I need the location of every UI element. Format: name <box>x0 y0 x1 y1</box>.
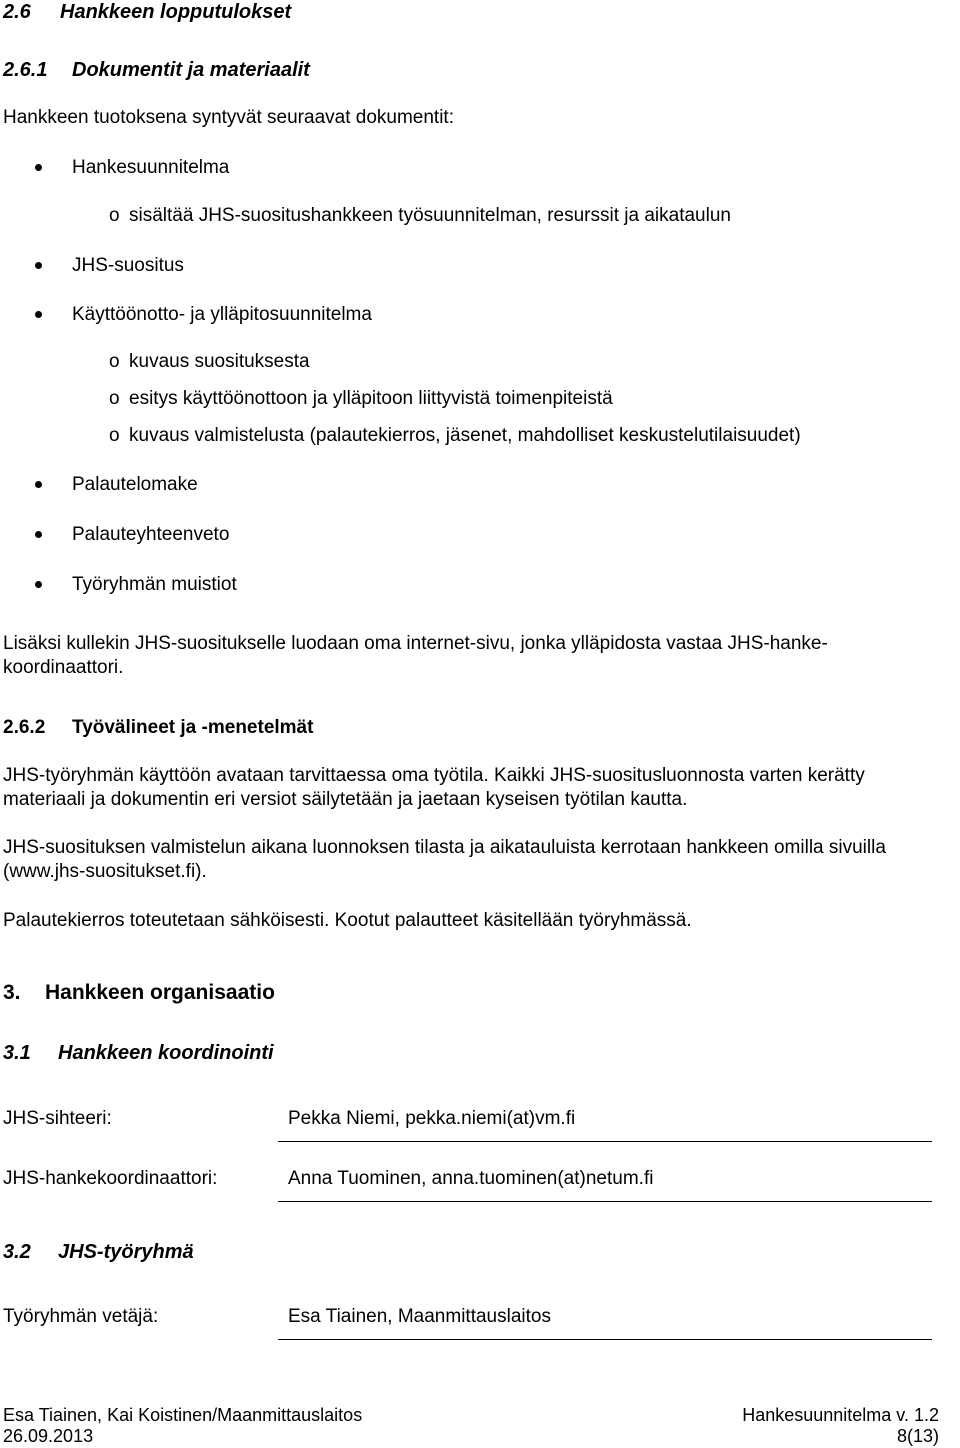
bullet-icon <box>35 311 42 318</box>
bullet-icon <box>35 262 42 269</box>
section-title: Hankkeen organisaatio <box>45 981 275 1004</box>
section-number: 3.2 <box>3 1241 31 1263</box>
role-label: JHS-hankekoordinaattori: <box>3 1168 218 1189</box>
list-item: JHS-suositus <box>72 255 184 276</box>
row-divider <box>278 1201 932 1202</box>
intro-text: Hankkeen tuotoksena syntyvät seuraavat dokumentit: <box>3 107 454 128</box>
section-2-6-2-heading <box>3 716 313 740</box>
sub-list-item: o kuvaus suosituksesta <box>109 351 310 372</box>
row-divider <box>278 1339 932 1340</box>
paragraph-internet: Lisäksi kullekin JHS-suositukselle luodaan oma internet-sivu, jonka ylläpidosta vastaa JHS-hanke-koordinaattori. <box>3 633 828 678</box>
list-item: Käyttöönotto- ja ylläpitosuunnitelma <box>72 304 372 325</box>
section-2-6-heading <box>3 0 291 24</box>
sub-list-item: o kuvaus valmistelusta (palautekierros, jäsenet, mahdolliset keskustelutilaisuudet) <box>109 425 801 446</box>
section-number: 3. <box>3 981 21 1004</box>
section-number: 2.6.1 <box>3 59 48 81</box>
footer-authors: Esa Tiainen, Kai Koistinen/Maanmittauslaitos <box>3 1405 363 1425</box>
paragraph-tools-3: Palautekierros toteutetaan sähköisesti. Kootut palautteet käsitellään työryhmässä. <box>3 910 692 931</box>
list-item: Työryhmän muistiot <box>72 574 237 595</box>
section-number: 2.6 <box>3 1 31 23</box>
bullet-icon <box>35 481 42 488</box>
section-title: Hankkeen lopputulokset <box>60 1 292 23</box>
bullet-icon <box>35 164 42 171</box>
sub-marker: o <box>109 205 120 226</box>
footer-date: 26.09.2013 <box>3 1426 94 1446</box>
person-value: Esa Tiainen, Maanmittauslaitos <box>288 1306 551 1327</box>
person-value: Pekka Niemi, pekka.niemi(at)vm.fi <box>288 1108 576 1129</box>
person-value: Anna Tuominen, anna.tuominen(at)netum.fi <box>288 1168 654 1189</box>
list-item: Hankesuunnitelma <box>72 157 230 178</box>
section-3-1-heading <box>3 1041 274 1065</box>
section-title: Dokumentit ja materiaalit <box>72 59 310 81</box>
row-divider <box>278 1141 932 1142</box>
paragraph-tools-2: JHS-suosituksen valmistelun aikana luonnoksen tilasta ja aikatauluista kerrotaan hankkeen omilla sivuilla (www.jhs-suositukset.fi). <box>3 837 886 882</box>
role-label: JHS-sihteeri: <box>3 1108 112 1129</box>
section-number: 3.1 <box>3 1042 31 1064</box>
section-3-heading <box>3 981 275 1005</box>
sub-marker: o <box>109 388 120 409</box>
role-label: Työryhmän vetäjä: <box>3 1306 159 1327</box>
section-2-6-1-heading <box>3 58 310 82</box>
footer-page-number: 8(13) <box>896 1426 939 1446</box>
footer-document: Hankesuunnitelma v. 1.2 <box>742 1405 939 1425</box>
bullet-icon <box>35 531 42 538</box>
section-title: Työvälineet ja -menetelmät <box>72 717 314 738</box>
bullet-icon <box>35 581 42 588</box>
list-item: Palauteyhteenveto <box>72 524 230 545</box>
list-item: Palautelomake <box>72 474 198 495</box>
sub-marker: o <box>109 425 120 446</box>
section-3-2-heading <box>3 1240 194 1264</box>
section-title: Hankkeen koordinointi <box>58 1042 274 1064</box>
section-title: JHS-työryhmä <box>58 1241 194 1263</box>
sub-list-item: o sisältää JHS-suositushankkeen työsuunnitelman, resurssit ja aikataulun <box>109 205 731 226</box>
sub-marker: o <box>109 351 120 372</box>
paragraph-tools-1: JHS-työryhmän käyttöön avataan tarvittaessa oma työtila. Kaikki JHS-suositusluonnosta varten kerätty materiaali ja dokumentin eri versiot säilytetään ja jaetaan kyseisen työtilan kautta. <box>3 765 865 810</box>
sub-list-item: o esitys käyttöönottoon ja ylläpitoon liittyvistä toimenpiteistä <box>109 388 613 409</box>
section-number: 2.6.2 <box>3 717 46 738</box>
